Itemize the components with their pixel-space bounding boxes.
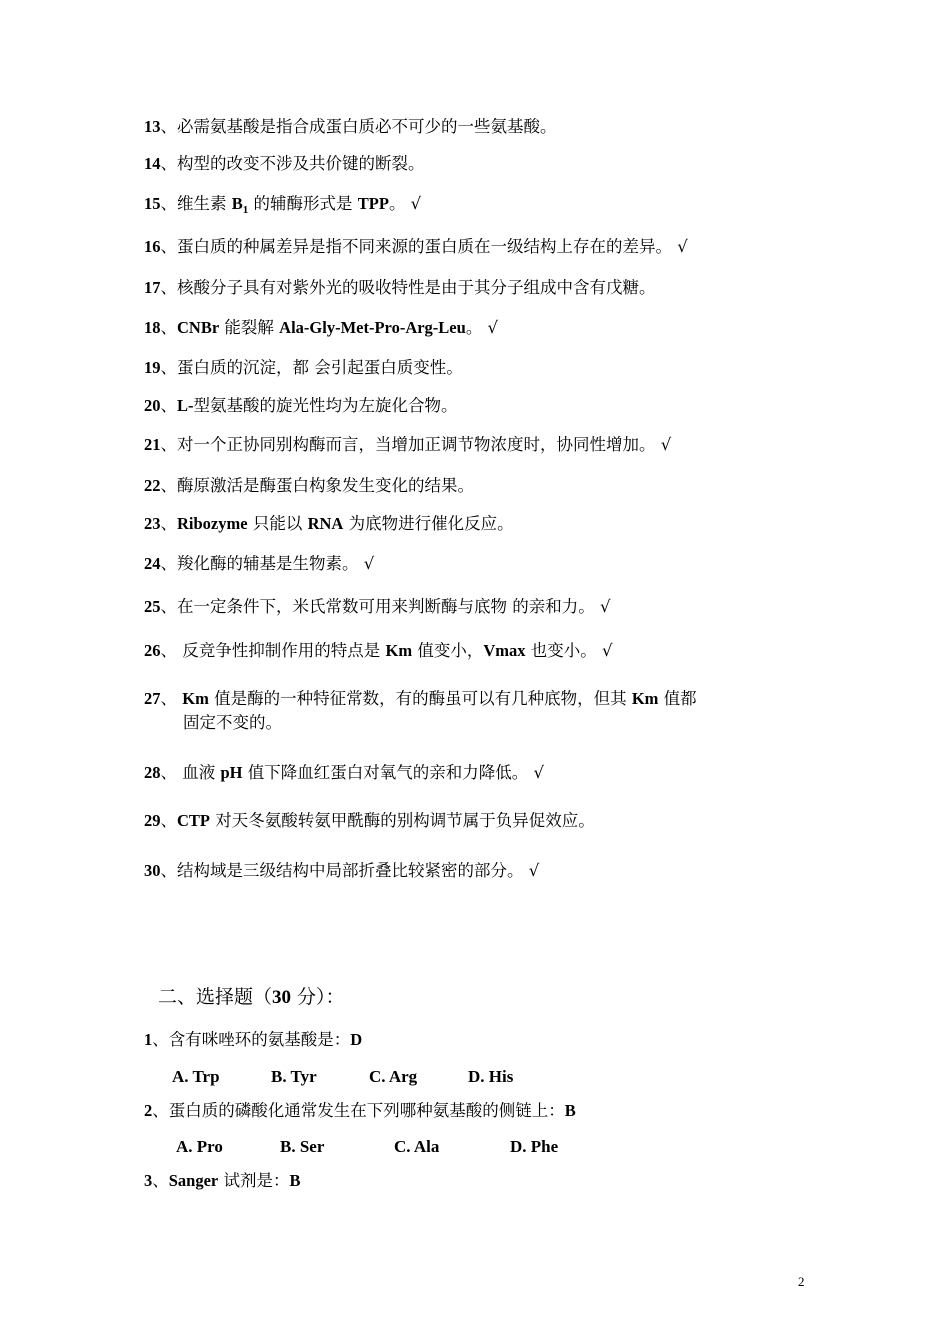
statement-28: 28、 血液 pH 值下降血红蛋白对氧气的亲和力降低。 √ (144, 763, 545, 782)
option-a: A. Pro (176, 1137, 223, 1156)
question-1: 1、含有咪唑环的氨基酸是：D (144, 1030, 363, 1049)
option-d: D. Phe (510, 1137, 559, 1156)
statement-30: 30、结构域是三级结构中局部折叠比较紧密的部分。 √ (144, 861, 540, 880)
statement-21: 21、对一个正协同别构酶而言，当增加正调节物浓度时，协同性增加。 √ (144, 435, 672, 454)
statement-14: 14、构型的改变不涉及共价键的断裂。 (144, 154, 425, 173)
statement-24: 24、羧化酶的辅基是生物素。 √ (144, 554, 375, 573)
statement-25: 25、在一定条件下，米氏常数可用来判断酶与底物 的亲和力。 √ (144, 597, 611, 616)
statement-26: 26、 反竞争性抑制作用的特点是 Km 值变小，Vmax 也变小。 √ (144, 641, 613, 660)
statement-13: 13、必需氨基酸是指合成蛋白质必不可少的一些氨基酸。 (144, 117, 557, 136)
statement-18: 18、CNBr 能裂解 Ala-Gly-Met-Pro-Arg-Leu。 √ (144, 318, 499, 337)
statement-20: 20、L-型氨基酸的旋光性均为左旋化合物。 (144, 396, 458, 415)
statement-15: 15、维生素 $B_1$ 的辅酶形式是 TPP。 √ (144, 194, 422, 217)
statement-27-continuation: 固定不变的。 (183, 713, 282, 732)
option-d: D. His (468, 1067, 514, 1086)
question-2: 2、蛋白质的磷酸化通常发生在下列哪种氨基酸的侧链上：B (144, 1101, 576, 1120)
statement-22: 22、酶原激活是酶蛋白构象发生变化的结果。 (144, 476, 474, 495)
statement-19: 19、蛋白质的沉淀，都 会引起蛋白质变性。 (144, 358, 463, 377)
option-b: B. Tyr (271, 1067, 317, 1086)
page-number: 2 (798, 1274, 805, 1289)
statement-27: 27、 Km 值是酶的一种特征常数，有的酶虽可以有几种底物，但其 Km 值都 (144, 689, 697, 708)
statement-17: 17、核酸分子具有对紫外光的吸收特性是由于其分子组成中含有戊糖。 (144, 278, 656, 297)
option-c: C. Ala (394, 1137, 440, 1156)
statement-16: 16、蛋白质的种属差异是指不同来源的蛋白质在一级结构上存在的差异。 √ (144, 237, 688, 256)
section-heading: 二、选择题（30 分）： (158, 986, 345, 1008)
option-a: A. Trp (172, 1067, 220, 1086)
option-b: B. Ser (280, 1137, 325, 1156)
statement-29: 29、CTP 对天冬氨酸转氨甲酰酶的别构调节属于负异促效应。 (144, 811, 595, 830)
option-c: C. Arg (369, 1067, 418, 1086)
statement-23: 23、Ribozyme 只能以 RNA 为底物进行催化反应。 (144, 514, 514, 533)
question-3: 3、Sanger 试剂是：B (144, 1171, 301, 1190)
